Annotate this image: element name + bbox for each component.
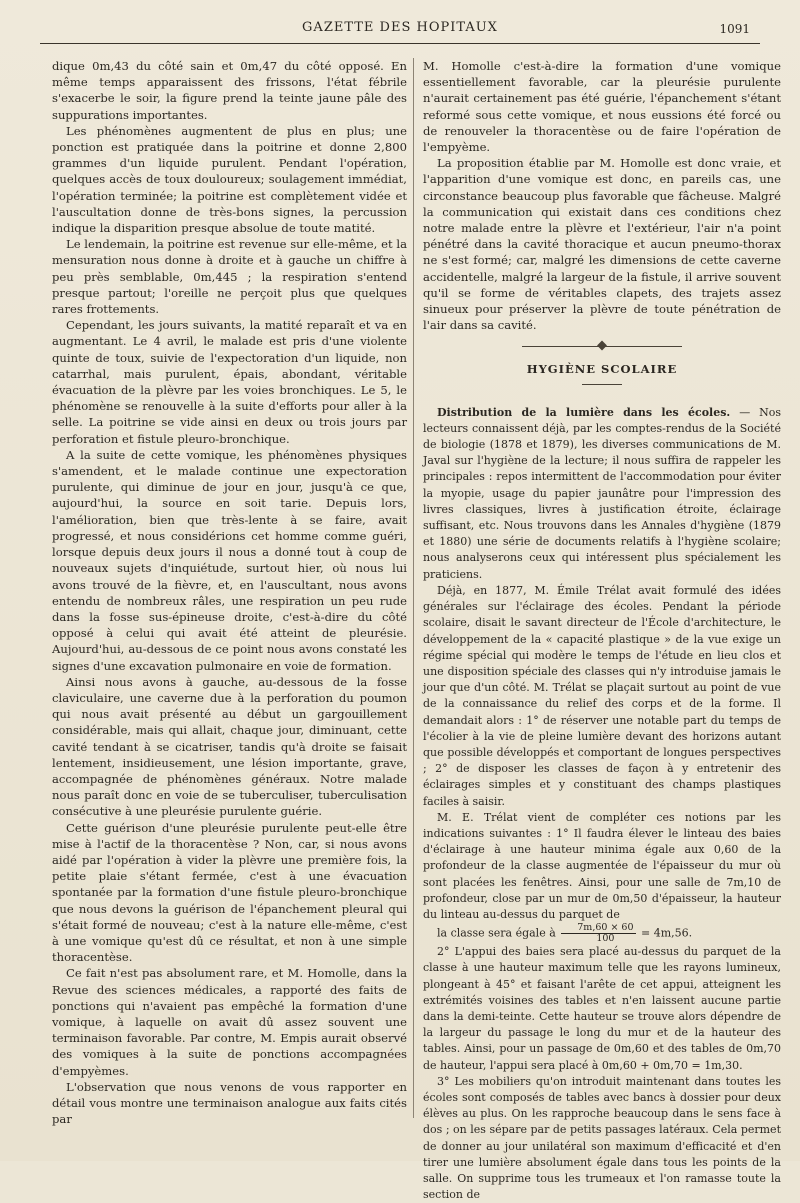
running-title: GAZETTE DES HOPITAUX — [302, 20, 498, 35]
paragraph: 2° L'appui des baies sera placé au-dessus du parquet de la classe à une hauteur maximum telle que les rayons lumineux, plongeant à 45° et faisant l'arête de cet appui, atteignent les extrémités voisines des tables et n'en laissent aucune partie dans la demi-teinte. Cette hauteur se trouve alors dépendre de la largeur du passage le long du mur et de la hauteur des tables. Ainsi, pour un passage de 0m,60 et des tables de 0m,70 de hauteur, l'appui sera placé à 0m,60 + 0m,70 = 1m,30. — [423, 945, 781, 1072]
page-header — [40, 16, 760, 46]
formula-fraction — [561, 923, 635, 944]
paragraph: Les phénomènes augmentent de plus en plus; une ponction est pratiquée dans la poitrine et donne 2,800 grammes d'un liquide purulent. Pendant l'opération, quelques accès de toux douloureux; soulagement immédiat, l'opération terminée; la poitrine est complètement vidée et l'auscultation donne de très-bons signes, la percussion indique la disparition presque absolue de toute matité. — [52, 123, 407, 236]
paragraph: Déjà, en 1877, M. Émile Trélat avait formulé des idées générales sur l'éclairage des écoles. Pendant la période scolaire, disait le savant directeur de l'École d'architecture, le développement de la « capacité plastique » de la vue exige un régime spécial qui modère le temps de l'étude en lieu clos et une disposition spéciale des classes qui n'y introduise jamais le jour que d'un côté. M. Trélat se plaçait surtout au point de vue de la connaissance du relief des corps et de la forme. Il demandait alors : 1° de réserver une notable part du temps de l'écolier à la vie de pleine lumière devant des horizons autant que possible développés et comportant de longues perspectives ; 2° de disposer les classes de façon à y entretenir des éclairages simples et y constituant des champs plastiques faciles à saisir. — [423, 583, 781, 808]
paragraph: Cependant, les jours suivants, la matité reparaît et va en augmentant. Le 4 avril, le malade est pris d'une violente quinte de toux, suivie de l'expectoration d'un liquide, non catarrhal, mais purulent, épais, abondant, véritable évacuation de la plèvre par les voies bronchiques. Le 5, le phénomène se renouvelle à la suite d'efforts pour aller à la selle. La poitrine se vide ainsi en deux ou trois jours par perforation et fistule pleuro-bronchique. — [52, 318, 407, 446]
paragraph: La proposition établie par M. Homolle est donc vraie, et l'apparition d'une vomique est donc, en pareils cas, une circonstance beaucoup plus favorable que fâcheuse. Malgré la communication qui existait dans ces conditions chez notre malade entre la plèvre et l'extérieur, l'air n'a point pénétré dans la cavité thoracique et aucun pneumo-thorax ne s'est formé; car, malgré les dimensions de cette caverne accidentelle, malgré la largeur de la fistule, il arrive souvent qu'il se forme de véritables clapets, des trajets assez sinueux pour préserver la plèvre de toute pénétration de l'air dans sa cavité. — [423, 156, 781, 333]
formula-numerator: 7m,60 × 60 — [561, 923, 635, 934]
paragraph: L'observation que nous venons de vous rapporter en détail vous montre une terminaison analogue aux faits cités par — [52, 1079, 407, 1127]
paragraph: Le lendemain, la poitrine est revenue sur elle-même, et la mensuration nous donne à droite et à gauche un chiffre à peu près semblable, 0m,445 ; la respiration s'entend presque partout; l'oreille ne perçoit plus que quelques rares frottements. — [52, 237, 407, 317]
header-rule — [40, 43, 760, 44]
paragraph: Ce fait n'est pas absolument rare, et M. Homolle, dans la Revue des sciences médicales, a rapporté des faits de ponctions qui n'avaient pas empêché la formation d'une vomique, à laquelle on avait dû assez souvent une terminaison favorable. Par contre, M. Empis aurait observé des vomiques à la suite de ponctions accompagnées d'empyèmes. — [52, 966, 407, 1078]
formula-prefix: la classe sera égale à — [437, 926, 556, 940]
paragraph: M. E. Trélat vient de compléter ces notions par les indications suivantes : 1° Il faudra élever le linteau des baies d'éclairage à une hauteur minima égale aux 0,60 de la profondeur de la classe augmentée de l'épaisseur du mur où sont placées les fenêtres. Ainsi, pour une salle de 7m,10 de profondeur, close par un mur de 0m,50 d'épaisseur, la hauteur du linteau au-dessus du parquet de — [423, 810, 781, 921]
title-rule — [582, 384, 622, 385]
page-number: 1091 — [719, 22, 750, 36]
paragraph: M. Homolle c'est-à-dire la formation d'une vomique essentiellement favorable, car la pleurésie purulente n'aurait certainement pas été guérie, l'épanchement s'étant reformé sous cette vomique, et nous eussions été forcé ou de renouveler la thoracentèse ou de faire l'opération de l'empyème. — [423, 59, 781, 155]
right-column — [423, 58, 781, 1203]
paragraph: A la suite de cette vomique, les phénomènes physiques s'amendent, et le malade continue une expectoration purulente, qui diminue de jour en jour, jusqu'à ce que, aujourd'hui, la source en soit tarie. Depuis lors, l'amélioration, bien que très-lente à se faire, avait progressé, et nous considérions cet homme comme guéri, lorsque depuis deux jours il nous a donné tout à coup de nouveaux sujets d'inquiétude, surtout hier, où nous lui avons trouvé de la fièvre, et, en l'auscultant, nous avons entendu de nombreux râles, une respiration un peu rude dans la fosse sus-épineuse droite, c'est-à-dire du côté opposé à celui qui avait été atteint de pleurésie. Aujourd'hui, au-dessous de ce point nous avons constaté les signes d'une excavation pulmonaire en voie de formation. — [52, 447, 407, 673]
formula-denominator: 100 — [596, 933, 615, 945]
section-title: HYGIÈNE SCOLAIRE — [526, 362, 678, 377]
section-separator — [522, 341, 682, 351]
paragraph: Ainsi nous avons à gauche, au-dessous de la fosse claviculaire, une caverne due à la perforation du poumon qui nous avait présenté au début un gargouillement considérable, mais qui allait, chaque jour, diminuant, cette cavité tendant à se cicatriser, tandis qu'à droite se faisait lentement, insidieusement, une lésion importante, grave, accompagnée de phénomènes généraux. Notre malade nous paraît donc en voie de se tuberculiser, tuberculisation consécutive à une pleurésie purulente guérie. — [52, 674, 407, 819]
paragraph: Cette guérison d'une pleurésie purulente peut-elle être mise à l'actif de la thoracentèse ? Non, car, si nous avons aidé par l'opération à vider la plèvre une première fois, la petite plaie s'étant fermée, c'est à une évacuation spontanée par la formation d'une fistule pleuro-bronchique que nous devons la guérison de l'épanchement pleural qui s'était formé de nouveau; c'est à la nature elle-même, c'est à une vomique qu'est dû ce résultat, et non à une simple thoracentèse. — [52, 820, 407, 965]
article-intro-text: — Nos lecteurs connaissent déjà, par les comptes-rendus de la Société de biologie (1878 et 1879), les diverses communications de M. Javal sur l'hygiène de la lecture; il nous suffira de rappeler les principales : repos intermittent de l'accommodation pour éviter la myopie, usage du papier jaunâtre pour l'impression des livres classiques, livres à justification étroite, éclairage suffisant, etc. Nous trouvons dans les Annales d'hygiène (1879 et 1880) une série de documents relatifs à l'hygiène scolaire; nous analyserons ceux qui intéressent plus spécialement les praticiens. — [423, 405, 782, 581]
paragraph: 3° Les mobiliers qu'on introduit maintenant dans toutes les écoles sont composés de tables avec bancs à dossier pour deux élèves au plus. On les rapproche beaucoup dans le sens face à dos ; on les sépare par de petits passages latéraux. Cela permet de donner au jour unilatéral son maximum d'efficacité et d'en tirer une lumière absolument égale dans tous les points de la salle. On supprime tous les trumeaux et l'on ramasse toute la section de — [423, 1074, 781, 1202]
formula-line — [423, 923, 781, 944]
column-divider — [413, 58, 414, 1118]
left-column — [52, 58, 407, 1127]
article-intro — [423, 405, 781, 583]
paragraph: dique 0m,43 du côté sain et 0m,47 du côté opposé. En même temps apparaissent des frissons, l'état fébrile s'exacerbe le soir, la figure prend la teinte jaune pâle des suppurations importantes. — [52, 59, 407, 122]
article-heading: Distribution de la lumière dans les écoles. — [437, 405, 731, 419]
formula-result: = 4m,56. — [641, 926, 693, 940]
